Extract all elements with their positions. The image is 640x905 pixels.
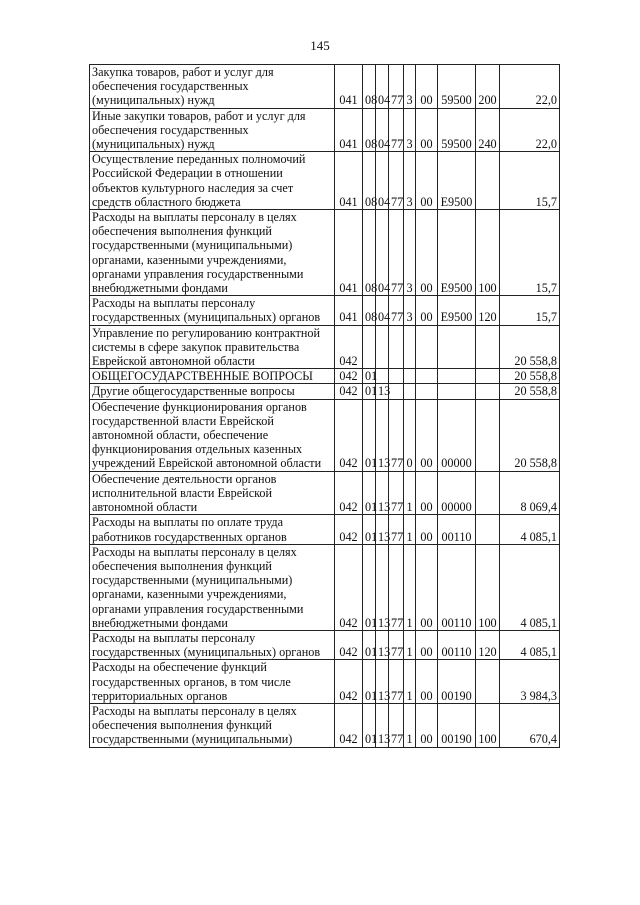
expense-type-code — [476, 515, 500, 544]
subsection-code: 13 — [376, 399, 389, 471]
target-article-part4 — [438, 384, 476, 399]
section-code: 01 — [363, 515, 376, 544]
target-article-part3: 00 — [416, 152, 438, 210]
amount: 20 558,8 — [500, 399, 560, 471]
section-code: 01 — [363, 544, 376, 630]
target-article-part1: 77 — [389, 108, 404, 152]
target-article-part2 — [404, 325, 416, 369]
section-code: 08 — [363, 108, 376, 152]
ministry-code: 042 — [335, 660, 363, 704]
target-article-part4: 00190 — [438, 660, 476, 704]
amount: 20 558,8 — [500, 384, 560, 399]
target-article-part4 — [438, 369, 476, 384]
table-row — [90, 630, 560, 659]
amount: 3 984,3 — [500, 660, 560, 704]
ministry-code: 041 — [335, 296, 363, 325]
target-article-part1: 77 — [389, 152, 404, 210]
section-code: 08 — [363, 210, 376, 296]
target-article-part3: 00 — [416, 471, 438, 515]
subsection-code: 13 — [376, 515, 389, 544]
page-number: 145 — [310, 38, 330, 53]
expense-type-code — [476, 471, 500, 515]
expense-type-code: 200 — [476, 65, 500, 109]
row-name: Управление по регулированию контрактной системы в сфере закупок правительства Еврейской автономной области — [90, 325, 335, 369]
table-body — [90, 65, 560, 748]
target-article-part2: 1 — [404, 515, 416, 544]
table-row — [90, 296, 560, 325]
target-article-part3: 00 — [416, 515, 438, 544]
expense-type-code — [476, 152, 500, 210]
row-name: Расходы на выплаты персоналу государственных (муниципальных) органов — [90, 296, 335, 325]
subsection-code: 04 — [376, 210, 389, 296]
subsection-code: 04 — [376, 65, 389, 109]
amount: 20 558,8 — [500, 325, 560, 369]
table-row — [90, 399, 560, 471]
target-article-part3: 00 — [416, 630, 438, 659]
target-article-part1: 77 — [389, 660, 404, 704]
ministry-code: 042 — [335, 399, 363, 471]
expense-type-code — [476, 325, 500, 369]
target-article-part1: 77 — [389, 210, 404, 296]
target-article-part4: 00190 — [438, 703, 476, 747]
target-article-part4: 59500 — [438, 108, 476, 152]
table-row — [90, 152, 560, 210]
expense-type-code — [476, 384, 500, 399]
section-code: 08 — [363, 152, 376, 210]
amount: 670,4 — [500, 703, 560, 747]
row-name: Расходы на выплаты персоналу в целях обеспечения выполнения функций государственными (муниципальными) органами, казенными учреждениями, органами управления государственными внебюджетными фондами — [90, 544, 335, 630]
target-article-part3: 00 — [416, 108, 438, 152]
row-name: Расходы на выплаты персоналу государственных (муниципальных) органов — [90, 630, 335, 659]
target-article-part3: 00 — [416, 65, 438, 109]
target-article-part4: 00110 — [438, 630, 476, 659]
target-article-part3: 00 — [416, 399, 438, 471]
target-article-part2 — [404, 384, 416, 399]
expense-type-code — [476, 399, 500, 471]
row-name: Расходы на выплаты по оплате труда работников государственных органов — [90, 515, 335, 544]
target-article-part3 — [416, 325, 438, 369]
target-article-part2: 1 — [404, 660, 416, 704]
expense-type-code: 100 — [476, 544, 500, 630]
subsection-code — [376, 369, 389, 384]
target-article-part4: E9500 — [438, 296, 476, 325]
ministry-code: 042 — [335, 544, 363, 630]
row-name: Осуществление переданных полномочий Российской Федерации в отношении объектов культурного наследия за счет средств областного бюджета — [90, 152, 335, 210]
target-article-part4: 00000 — [438, 471, 476, 515]
expense-type-code: 120 — [476, 296, 500, 325]
table-row — [90, 660, 560, 704]
subsection-code: 13 — [376, 630, 389, 659]
ministry-code: 041 — [335, 152, 363, 210]
subsection-code — [376, 325, 389, 369]
subsection-code: 13 — [376, 471, 389, 515]
subsection-code: 13 — [376, 703, 389, 747]
target-article-part4: 00110 — [438, 544, 476, 630]
target-article-part2: 3 — [404, 210, 416, 296]
ministry-code: 042 — [335, 369, 363, 384]
ministry-code: 042 — [335, 515, 363, 544]
amount: 22,0 — [500, 65, 560, 109]
table-row — [90, 369, 560, 384]
target-article-part3: 00 — [416, 660, 438, 704]
target-article-part3: 00 — [416, 210, 438, 296]
target-article-part1: 77 — [389, 296, 404, 325]
table-row — [90, 515, 560, 544]
target-article-part4 — [438, 325, 476, 369]
target-article-part4: E9500 — [438, 152, 476, 210]
target-article-part1: 77 — [389, 471, 404, 515]
table-row — [90, 108, 560, 152]
amount: 15,7 — [500, 296, 560, 325]
amount: 4 085,1 — [500, 544, 560, 630]
table-row — [90, 210, 560, 296]
section-code: 08 — [363, 296, 376, 325]
row-name: Обеспечение деятельности органов исполнительной власти Еврейской автономной области — [90, 471, 335, 515]
amount: 4 085,1 — [500, 630, 560, 659]
budget-table — [89, 64, 560, 748]
expense-type-code: 240 — [476, 108, 500, 152]
table-row — [90, 544, 560, 630]
target-article-part4: E9500 — [438, 210, 476, 296]
section-code: 08 — [363, 65, 376, 109]
target-article-part1: 77 — [389, 703, 404, 747]
target-article-part3 — [416, 369, 438, 384]
target-article-part2: 3 — [404, 65, 416, 109]
target-article-part1: 77 — [389, 515, 404, 544]
table-row — [90, 471, 560, 515]
target-article-part3: 00 — [416, 544, 438, 630]
table-row — [90, 65, 560, 109]
target-article-part4: 00000 — [438, 399, 476, 471]
target-article-part1: 77 — [389, 630, 404, 659]
row-name: Расходы на обеспечение функций государственных органов, в том числе территориальных органов — [90, 660, 335, 704]
table-row — [90, 325, 560, 369]
target-article-part2: 3 — [404, 152, 416, 210]
target-article-part1: 77 — [389, 544, 404, 630]
target-article-part1: 77 — [389, 399, 404, 471]
target-article-part2: 1 — [404, 471, 416, 515]
section-code: 01 — [363, 630, 376, 659]
row-name: Другие общегосударственные вопросы — [90, 384, 335, 399]
subsection-code: 04 — [376, 152, 389, 210]
ministry-code: 042 — [335, 630, 363, 659]
row-name: Расходы на выплаты персоналу в целях обеспечения выполнения функций государственными (муниципальными) — [90, 703, 335, 747]
subsection-code: 04 — [376, 108, 389, 152]
target-article-part1 — [389, 369, 404, 384]
section-code: 01 — [363, 703, 376, 747]
target-article-part3: 00 — [416, 296, 438, 325]
section-code: 01 — [363, 369, 376, 384]
amount: 15,7 — [500, 152, 560, 210]
table-row — [90, 384, 560, 399]
target-article-part2: 1 — [404, 630, 416, 659]
expense-type-code: 100 — [476, 210, 500, 296]
target-article-part2: 1 — [404, 703, 416, 747]
target-article-part2: 1 — [404, 544, 416, 630]
amount: 22,0 — [500, 108, 560, 152]
subsection-code: 13 — [376, 384, 389, 399]
row-name: Расходы на выплаты персоналу в целях обеспечения выполнения функций государственными (муниципальными) органами, казенными учреждениями, органами управления государственными внебюджетными фондами — [90, 210, 335, 296]
amount: 20 558,8 — [500, 369, 560, 384]
target-article-part2: 3 — [404, 296, 416, 325]
expense-type-code — [476, 660, 500, 704]
ministry-code: 041 — [335, 210, 363, 296]
target-article-part3: 00 — [416, 703, 438, 747]
amount: 4 085,1 — [500, 515, 560, 544]
ministry-code: 042 — [335, 325, 363, 369]
expense-type-code: 100 — [476, 703, 500, 747]
target-article-part4: 59500 — [438, 65, 476, 109]
target-article-part2: 0 — [404, 399, 416, 471]
ministry-code: 041 — [335, 108, 363, 152]
amount: 15,7 — [500, 210, 560, 296]
target-article-part1 — [389, 325, 404, 369]
row-name: Иные закупки товаров, работ и услуг для обеспечения государственных (муниципальных) нужд — [90, 108, 335, 152]
expense-type-code — [476, 369, 500, 384]
table-row — [90, 703, 560, 747]
subsection-code: 13 — [376, 544, 389, 630]
ministry-code: 041 — [335, 65, 363, 109]
section-code: 01 — [363, 384, 376, 399]
section-code: 01 — [363, 660, 376, 704]
row-name: Обеспечение функционирования органов государственной власти Еврейской автономной области, обеспечение функционирования отдельных казенных учреждений Еврейской автономной области — [90, 399, 335, 471]
ministry-code: 042 — [335, 703, 363, 747]
target-article-part2 — [404, 369, 416, 384]
row-name: Закупка товаров, работ и услуг для обеспечения государственных (муниципальных) нужд — [90, 65, 335, 109]
section-code — [363, 325, 376, 369]
target-article-part3 — [416, 384, 438, 399]
section-code: 01 — [363, 471, 376, 515]
row-name: ОБЩЕГОСУДАРСТВЕННЫЕ ВОПРОСЫ — [90, 369, 335, 384]
ministry-code: 042 — [335, 384, 363, 399]
target-article-part1 — [389, 384, 404, 399]
target-article-part1: 77 — [389, 65, 404, 109]
target-article-part2: 3 — [404, 108, 416, 152]
section-code: 01 — [363, 399, 376, 471]
target-article-part4: 00110 — [438, 515, 476, 544]
ministry-code: 042 — [335, 471, 363, 515]
subsection-code: 13 — [376, 660, 389, 704]
amount: 8 069,4 — [500, 471, 560, 515]
expense-type-code: 120 — [476, 630, 500, 659]
subsection-code: 04 — [376, 296, 389, 325]
